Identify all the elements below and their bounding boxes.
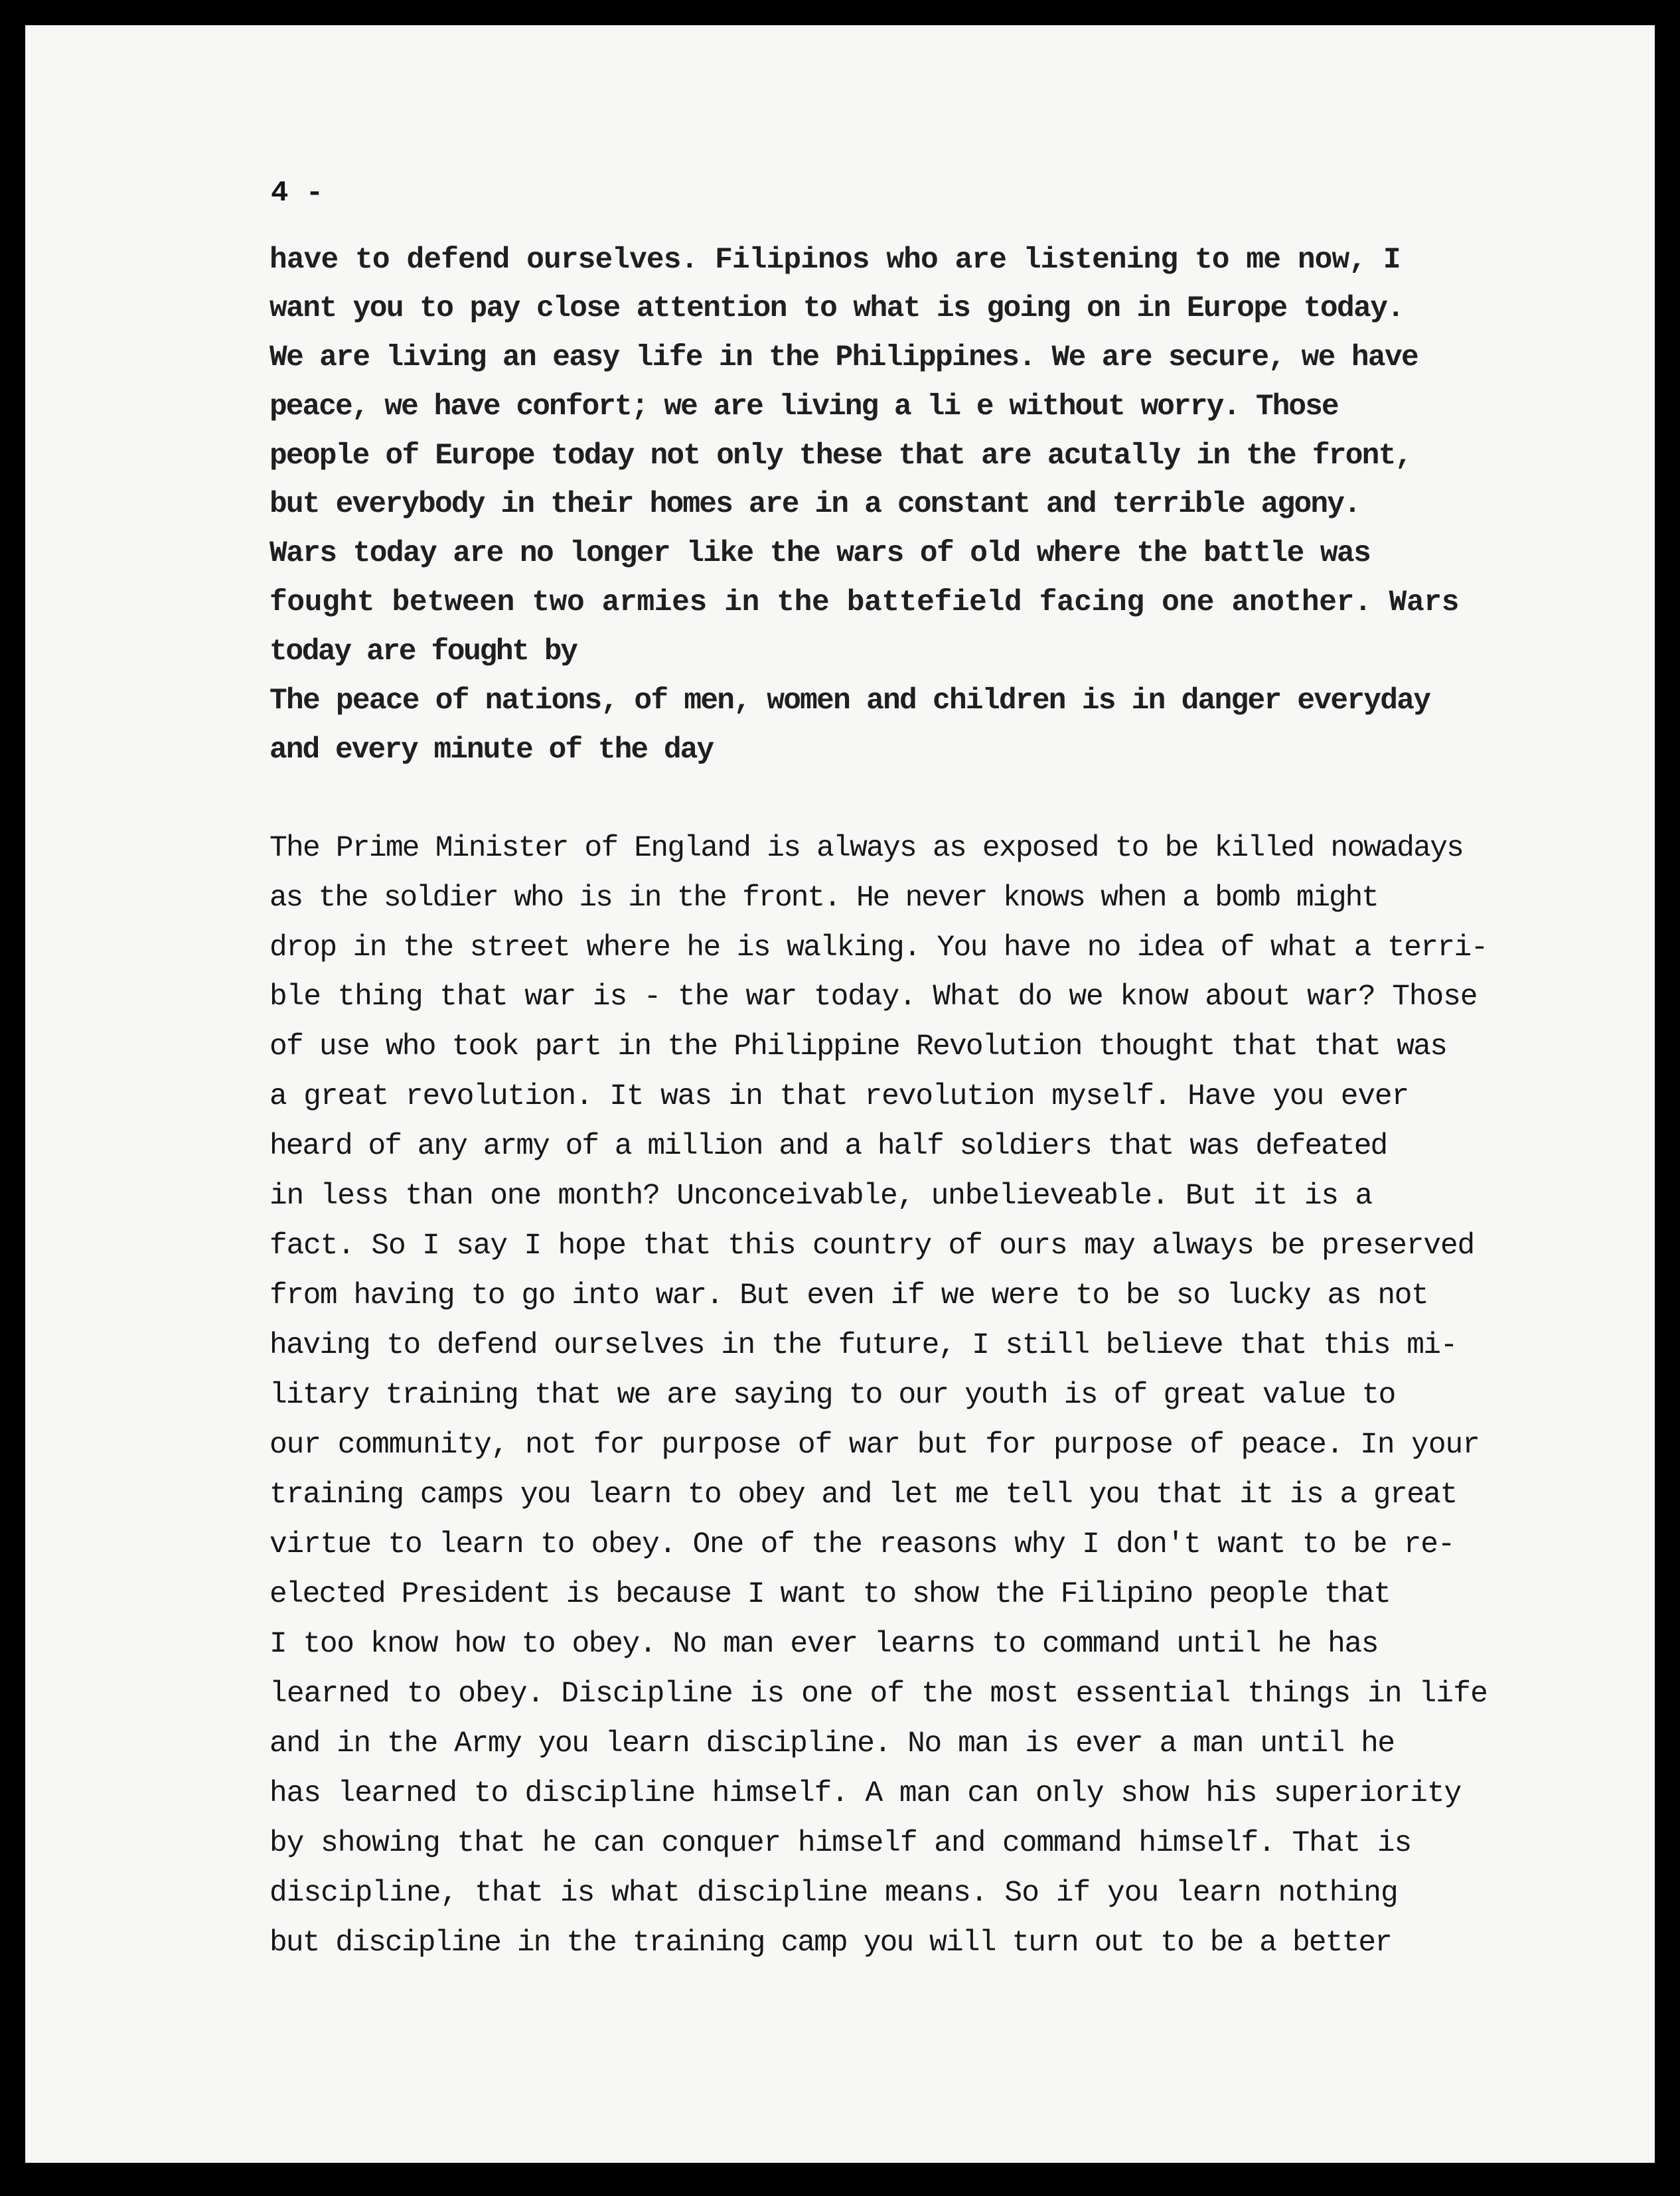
text-line: litary training that we are saying to our youth is of great value to bbox=[269, 1379, 1395, 1412]
text-line: The peace of nations, of men, women and children is in danger everyday bbox=[269, 684, 1430, 718]
text-line: a great revolution. It was in that revolution myself. Have you ever bbox=[269, 1080, 1409, 1113]
text-line: We are living an easy life in the Philippines. We are secure, we have bbox=[269, 341, 1418, 374]
text-line: learned to obey. Discipline is one of the most essential things in life bbox=[269, 1678, 1488, 1711]
text-line: and in the Army you learn discipline. No man is ever a man until he bbox=[269, 1727, 1395, 1761]
text-line: have to defend ourselves. Filipinos who are listening to me now, I bbox=[269, 244, 1401, 277]
text-line: today are fought by bbox=[269, 635, 577, 668]
text-line: peace, we have confort; we are living a li e without worry. Those bbox=[269, 390, 1338, 424]
text-line: elected President is because I want to show the Filipino people that bbox=[269, 1578, 1391, 1611]
text-line: virtue to learn to obey. One of the reasons why I don't want to be re- bbox=[269, 1528, 1455, 1561]
text-line: having to defend ourselves in the future, I still believe that this mi- bbox=[269, 1329, 1457, 1362]
text-line: as the soldier who is in the front. He never knows when a bomb might bbox=[269, 882, 1378, 915]
text-line: has learned to discipline himself. A man can only show his superiority bbox=[269, 1777, 1462, 1810]
page-content bbox=[25, 25, 1655, 2163]
text-line: from having to go into war. But even if we were to be so lucky as not bbox=[269, 1279, 1428, 1312]
page-number: 4 - bbox=[271, 177, 324, 210]
text-line: our community, not for purpose of war but for purpose of peace. In your bbox=[269, 1429, 1480, 1462]
text-line: I too know how to obey. No man ever learns to command until he has bbox=[269, 1628, 1379, 1661]
text-line: people of Europe today not only these that are acutally in the front, bbox=[269, 439, 1412, 473]
text-line: but everybody in their homes are in a constant and terrible agony. bbox=[269, 488, 1361, 521]
text-line: fact. So I say I hope that this country of ours may always be preserved bbox=[269, 1229, 1475, 1263]
text-line: in less than one month? Unconceivable, unbelieveable. But it is a bbox=[269, 1180, 1373, 1213]
text-line: fought between two armies in the battefield facing one another. Wars bbox=[269, 586, 1460, 619]
typewritten-page bbox=[25, 25, 1655, 2163]
text-line: drop in the street where he is walking. You have no idea of what a terri- bbox=[269, 931, 1488, 965]
text-line: by showing that he can conquer himself and command himself. That is bbox=[269, 1827, 1412, 1860]
text-line: discipline, that is what discipline means. So if you learn nothing bbox=[269, 1877, 1398, 1910]
text-line: and every minute of the day bbox=[269, 734, 714, 767]
text-line: of use who took part in the Philippine Revolution thought that that was bbox=[269, 1030, 1447, 1063]
text-line: training camps you learn to obey and let me tell you that it is a great bbox=[269, 1478, 1457, 1512]
text-line: heard of any army of a million and a half soldiers that was defeated bbox=[269, 1130, 1387, 1163]
text-line: want you to pay close attention to what is going on in Europe today. bbox=[269, 292, 1404, 325]
text-line: The Prime Minister of England is always as exposed to be killed nowadays bbox=[269, 832, 1464, 865]
text-line: Wars today are no longer like the wars of old where the battle was bbox=[269, 537, 1371, 570]
text-line: but discipline in the training camp you will turn out to be a better bbox=[269, 1926, 1392, 1960]
text-line: ble thing that war is - the war today. What do we know about war? Those bbox=[269, 980, 1478, 1014]
